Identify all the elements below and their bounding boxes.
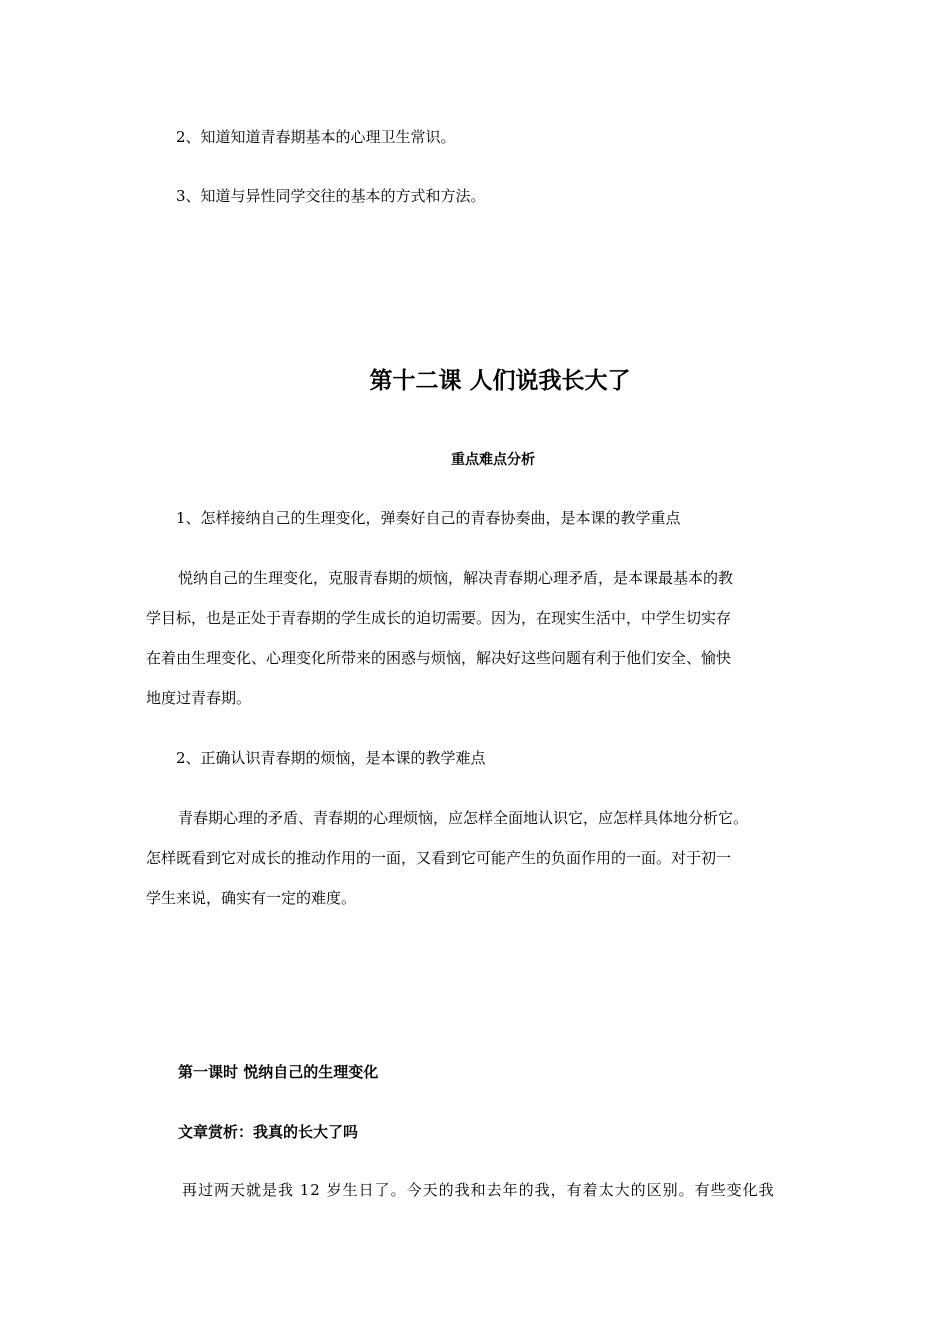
period-heading: 第一课时 悦纳自己的生理变化 — [178, 1063, 379, 1081]
objective-item-3: 3、知道与异性同学交往的基本的方式和方法。 — [176, 187, 486, 205]
point-1-paragraph-line: 悦纳自己的生理变化，克服青春期的烦恼，解决青春期心理矛盾，是本课最基本的教 — [178, 569, 734, 587]
section-heading: 重点难点分析 — [451, 452, 535, 468]
point-1-paragraph-line: 地度过青春期。 — [146, 689, 252, 707]
point-2-paragraph-line: 学生来说，确实有一定的难度。 — [146, 889, 357, 907]
lesson-title: 第十二课 人们说我长大了 — [369, 368, 631, 394]
point-2-paragraph-line: 怎样既看到它对成长的推动作用的一面，又看到它可能产生的负面作用的一面。对于初一 — [146, 849, 732, 867]
point-2-paragraph-line: 青春期心理的矛盾、青春期的心理烦恼，应怎样全面地认识它，应怎样具体地分析它。 — [178, 809, 749, 827]
point-1-heading: 1、怎样接纳自己的生理变化，弹奏好自己的青春协奏曲，是本课的教学重点 — [176, 509, 681, 527]
objective-item-2: 2、知道知道青春期基本的心理卫生常识。 — [176, 128, 456, 146]
point-1-paragraph-line: 在着由生理变化、心理变化所带来的困惑与烦恼，解决好这些问题有利于他们安全、愉快 — [146, 649, 732, 667]
article-heading: 文章赏析：我真的长大了吗 — [178, 1123, 359, 1141]
article-first-line: 再过两天就是我 12 岁生日了。今天的我和去年的我，有着太大的区别。有些变化我 — [182, 1181, 775, 1199]
point-2-heading: 2、正确认识青春期的烦恼，是本课的教学难点 — [176, 749, 486, 767]
point-1-paragraph-line: 学目标，也是正处于青春期的学生成长的迫切需要。因为，在现实生活中，中学生切实存 — [146, 609, 732, 627]
